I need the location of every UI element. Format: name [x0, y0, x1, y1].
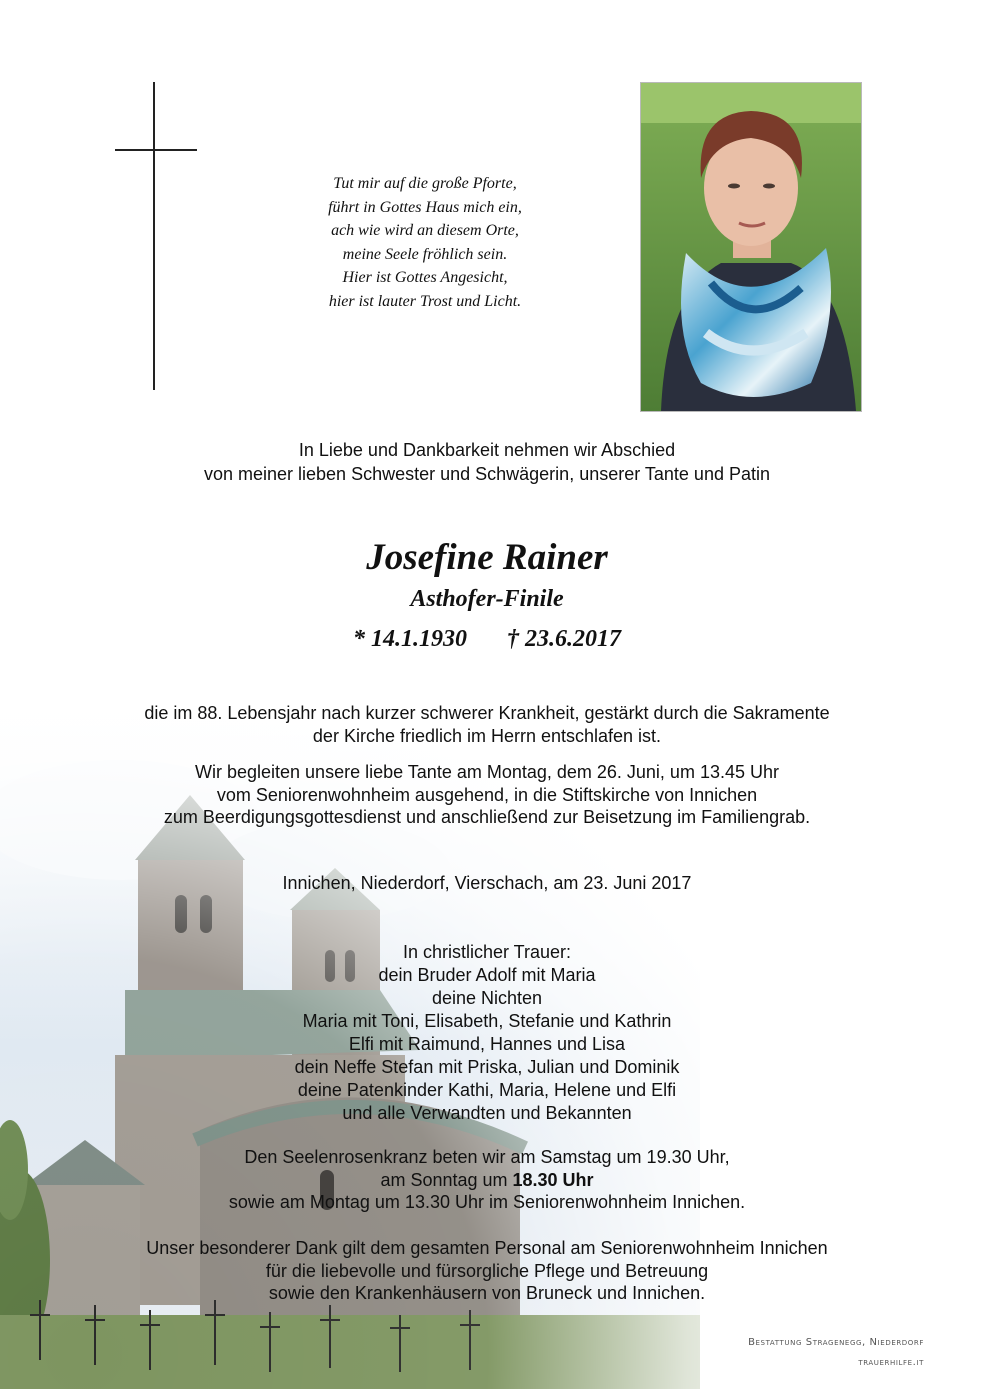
- footer: [748, 1333, 924, 1373]
- rosary-paragraph: [0, 1146, 978, 1214]
- intro-line: In Liebe und Dankbarkeit nehmen wir Abschied: [298, 440, 676, 460]
- mourner-line: In christlicher Trauer:: [402, 942, 572, 962]
- intro-text: [0, 438, 978, 486]
- cross-icon: [153, 82, 155, 390]
- place-date: Innichen, Niederdorf, Vierschach, am 23. Juni 2017: [282, 873, 692, 893]
- portrait-photo: [640, 82, 862, 412]
- thanks-line: für die liebevolle und fürsorgliche Pflege und Betreuung: [265, 1260, 709, 1281]
- rosary-time-highlight: 18.30 Uhr: [512, 1169, 594, 1190]
- mourner-line: dein Neffe Stefan mit Priska, Julian und Dominik: [294, 1057, 680, 1077]
- mourner-line: deine Patenkinder Kathi, Maria, Helene und Elfi: [297, 1080, 677, 1100]
- birth-date: * 14.1.1930: [353, 626, 467, 652]
- poem-line: ach wie wird an diesem Orte,: [331, 222, 519, 240]
- paragraph-line: die im 88. Lebensjahr nach kurzer schwerer Krankheit, gestärkt durch die Sakramente: [144, 703, 830, 723]
- mourners-list: [0, 941, 978, 1125]
- intro-line: von meiner lieben Schwester und Schwägerin, unserer Tante und Patin: [203, 464, 770, 484]
- rosary-line: Den Seelenrosenkranz beten wir am Samstag um 19.30 Uhr,: [244, 1147, 730, 1167]
- cross-icon-bar: [115, 149, 197, 151]
- poem: [200, 172, 650, 314]
- thanks-line: sowie den Krankenhäusern von Bruneck und Innichen.: [268, 1283, 706, 1303]
- poem-line: führt in Gottes Haus mich ein,: [328, 198, 522, 216]
- thanks-paragraph: [0, 1237, 978, 1305]
- life-dates: [0, 624, 978, 654]
- death-date: † 23.6.2017: [507, 626, 621, 652]
- paragraph-line: vom Seniorenwohnheim ausgehend, in die Stiftskirche von Innichen: [216, 784, 758, 805]
- death-notice-paragraph: [0, 702, 978, 747]
- undertaker-name: Bestattung Stragenegg, Niederdorf: [748, 1337, 924, 1348]
- deceased-name: Josefine Rainer: [366, 537, 608, 578]
- mourner-line: Elfi mit Raimund, Hannes und Lisa: [348, 1034, 626, 1054]
- rosary-line: [0, 1169, 978, 1192]
- rosary-line-text: am Sonntag um: [380, 1169, 513, 1190]
- mourner-line: und alle Verwandten und Bekannten: [342, 1103, 632, 1123]
- mourner-line: dein Bruder Adolf mit Maria: [378, 965, 596, 985]
- poem-line: Hier ist Gottes Angesicht,: [342, 269, 508, 287]
- paragraph-line: der Kirche friedlich im Herrn entschlafen ist.: [312, 725, 662, 746]
- rosary-line: sowie am Montag um 13.30 Uhr im Seniorenwohnheim Innichen.: [228, 1192, 746, 1212]
- poem-line: hier ist lauter Trost und Licht.: [328, 292, 522, 310]
- mourner-line: Maria mit Toni, Elisabeth, Stefanie und Kathrin: [302, 1011, 672, 1031]
- paragraph-line: Wir begleiten unsere liebe Tante am Montag, dem 26. Juni, um 13.45 Uhr: [195, 762, 779, 782]
- mourner-line: deine Nichten: [431, 988, 543, 1008]
- website-link[interactable]: trauerhilfe.it: [858, 1357, 924, 1368]
- paragraph-line: zum Beerdigungsgottesdienst und anschließend zur Beisetzung im Familiengrab.: [163, 807, 811, 827]
- poem-line: Tut mir auf die große Pforte,: [333, 175, 517, 192]
- maiden-name: Asthofer-Finile: [410, 586, 564, 612]
- poem-line: meine Seele fröhlich sein.: [342, 245, 508, 263]
- funeral-paragraph: [0, 761, 978, 829]
- thanks-line: Unser besonderer Dank gilt dem gesamten Personal am Seniorenwohnheim Innichen: [146, 1238, 828, 1258]
